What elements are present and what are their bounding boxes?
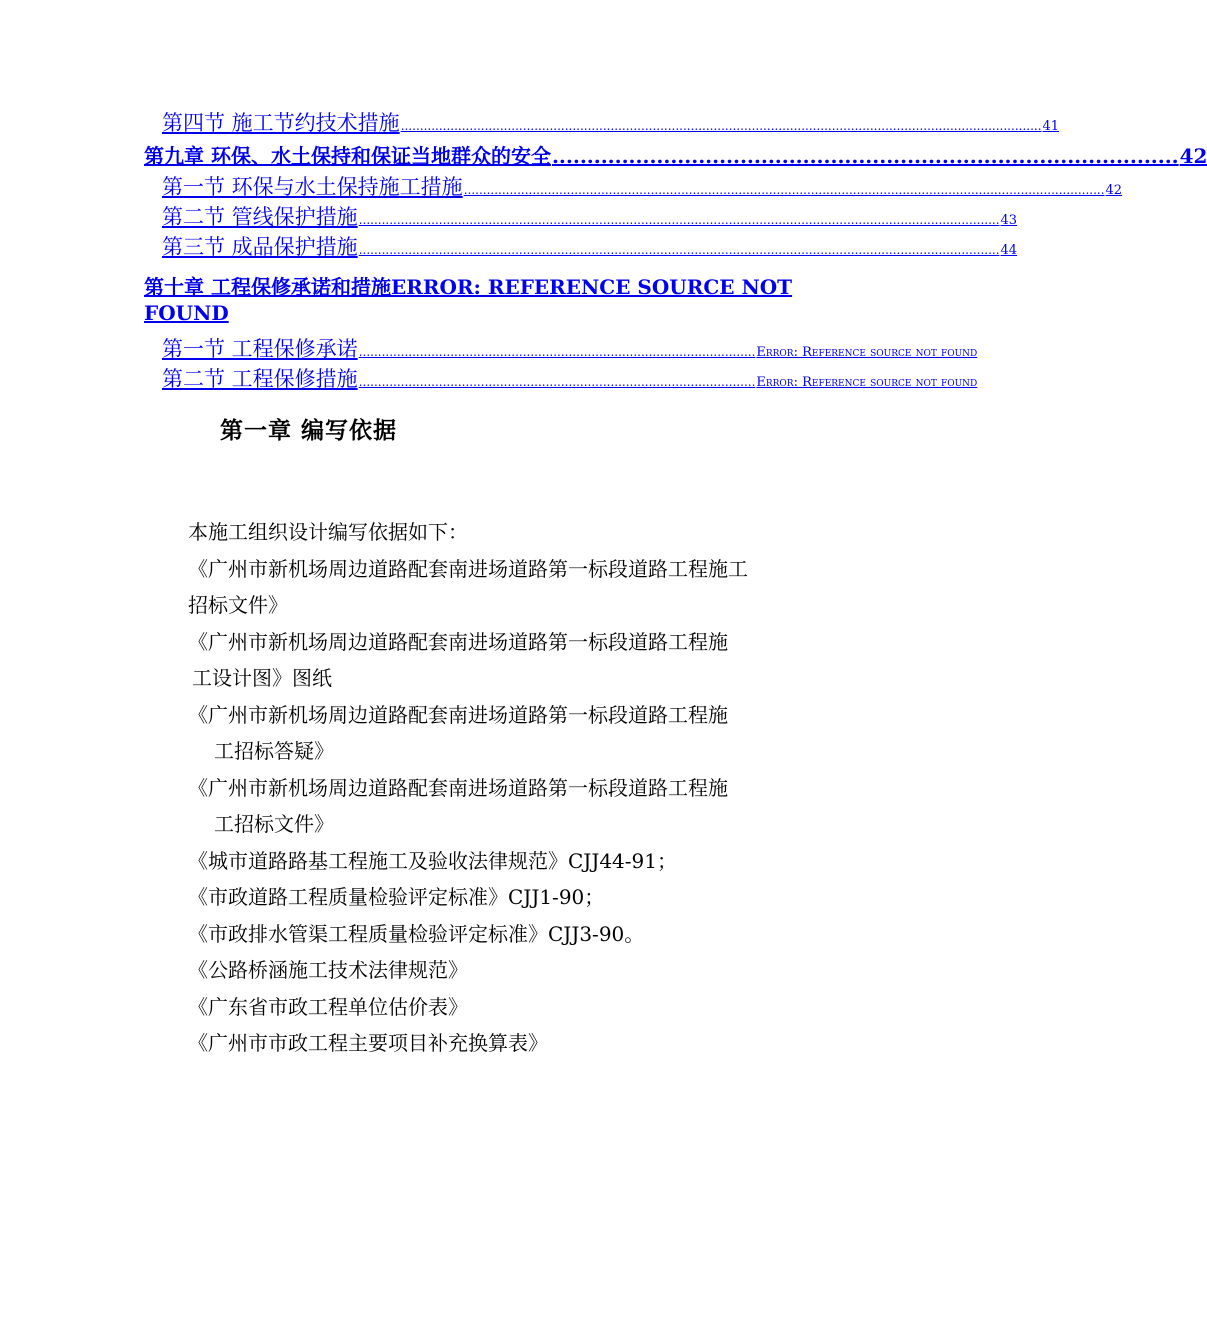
body-line: 《公路桥涵施工技术法律规范》 [188,958,468,982]
toc-page-number[interactable]: 41 [1042,119,1060,134]
toc-page-number[interactable]: 42 [1179,144,1207,168]
toc-entry-ch10[interactable] [144,274,814,326]
toc-link[interactable]: 第二节 工程保修措施 [162,367,358,391]
toc-leader: ........................................................................................................................................................................ [463,183,1105,197]
toc-leader: .......................................................................................... [551,144,1179,168]
body-line: 《城市道路路基工程施工及验收法律规范》CJJ44-91； [188,848,677,873]
toc-error-text[interactable]: Error: Reference source not found [756,375,978,390]
body-line: 本施工组织设计编写依据如下： [188,520,468,544]
toc-entry-ch8-sec4[interactable] [144,110,1060,140]
body-line: 《广州市新机场周边道路配套南进场道路第一标段道路工程施 [188,629,728,654]
body-line: 《市政道路工程质量检验评定标准》CJJ1-90； [188,885,605,909]
toc-leader: ........................................................................................................................................................................ [358,243,1000,257]
body-line: 《广州市新机场周边道路配套南进场道路第一标段道路工程施 [188,775,728,800]
toc-page-number[interactable]: 43 [1000,213,1018,228]
toc-page-number[interactable]: 44 [1000,243,1018,258]
toc-entry-ch9-sec2[interactable] [144,204,1018,234]
toc-leader: ........................................................................................................................................................................ [358,213,1000,227]
toc-error-text: ERROR: REFERENCE SOURCE NOT FOUND [144,275,793,325]
body-line: 《广州市市政工程主要项目补充换算表》 [188,1031,548,1055]
chapter-heading: 第一章 编写依据 [220,418,398,444]
table-of-contents [144,110,1207,396]
toc-link[interactable]: 第二节 管线保护措施 [162,205,358,229]
toc-leader: ........................................................................................................................................................................ [400,119,1042,133]
toc-leader: ........................................................................................................ [358,375,756,389]
toc-link[interactable]: 第一节 环保与水土保持施工措施 [162,175,463,199]
toc-link[interactable]: 第四节 施工节约技术措施 [162,111,400,135]
toc-error-text[interactable]: Error: Reference source not found [756,345,978,360]
toc-link[interactable]: 第一节 工程保修承诺 [162,337,358,361]
toc-entry-ch10-sec2[interactable] [144,366,978,396]
body-line: 《市政排水管渠工程质量检验评定标准》CJJ3-90。 [188,921,645,946]
body-line: 工招标文件》 [214,812,334,836]
toc-link[interactable]: 第九章 环保、水土保持和保证当地群众的安全 [144,144,551,168]
body-line: 招标文件》 [188,593,288,617]
toc-link[interactable]: 第十章 工程保修承诺和措施 [144,275,391,299]
body-line: 工招标答疑》 [214,739,334,763]
toc-entry-ch9-sec1[interactable] [144,174,1123,204]
toc-entry-ch9-sec3[interactable] [144,234,1018,264]
body-line: 《广东省市政工程单位估价表》 [188,994,468,1019]
toc-leader: ........................................................................................................ [358,345,756,359]
toc-entry-ch10-sec1[interactable] [144,336,978,366]
toc-entry-ch9[interactable] [144,142,1207,170]
body-line: 《广州市新机场周边道路配套南进场道路第一标段道路工程施 [188,702,728,727]
body-line: 《广州市新机场周边道路配套南进场道路第一标段道路工程施工 [188,556,748,581]
toc-link[interactable]: 第三节 成品保护措施 [162,235,358,259]
body-text [188,514,818,1062]
toc-page-number[interactable]: 42 [1105,183,1123,198]
body-line: 工设计图》图纸 [192,666,332,690]
